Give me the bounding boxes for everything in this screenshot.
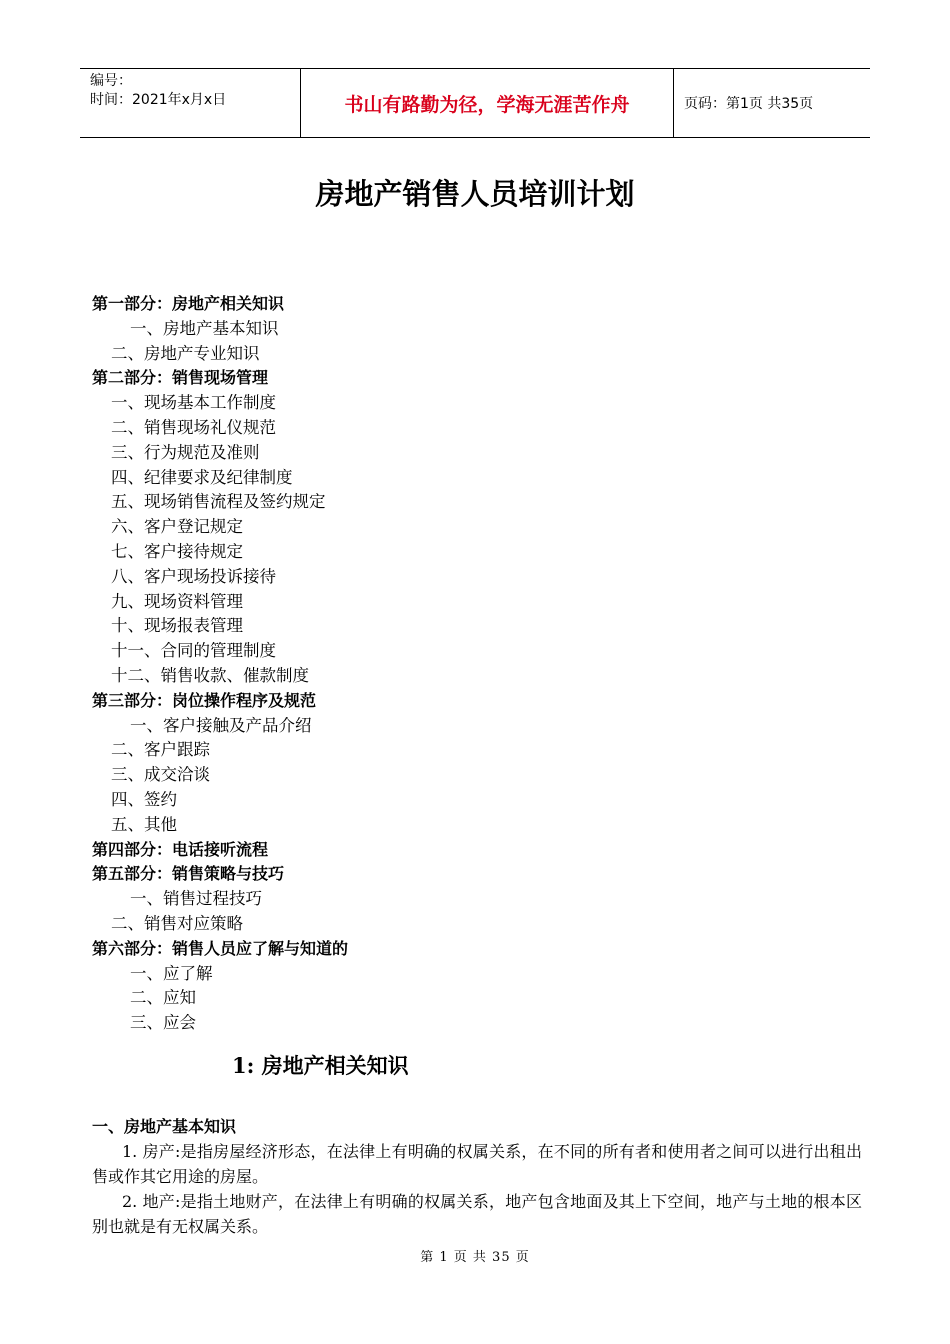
table-of-contents [92, 292, 872, 1036]
toc-part-heading: 第二部分：销售现场管理 [92, 368, 269, 388]
toc-part-heading: 第四部分：电话接听流程 [92, 839, 269, 859]
toc-item: 一、客户接触及产品介绍 [130, 715, 312, 735]
toc-part-heading: 第五部分：销售策略与技巧 [92, 864, 285, 884]
toc-item: 一、房地产基本知识 [130, 318, 279, 338]
page-footer: 第 1 页 共 35 页 [420, 1250, 530, 1265]
toc-item: 三、应会 [130, 1013, 196, 1033]
document-title: 房地产销售人员培训计划 [315, 177, 635, 211]
toc-item: 四、签约 [111, 789, 177, 809]
header-page-info: 页码：第1页 共35页 [684, 96, 814, 112]
toc-item: 二、房地产专业知识 [111, 343, 260, 363]
toc-item: 一、应了解 [130, 963, 213, 983]
toc-item: 二、销售对应策略 [111, 913, 243, 933]
toc-item: 十一、合同的管理制度 [111, 641, 276, 661]
toc-item: 六、客户登记规定 [111, 517, 243, 537]
header-motto: 书山有路勤为径，学海无涯苦作舟 [301, 69, 674, 137]
toc-item: 七、客户接待规定 [111, 541, 243, 561]
paragraph: 1. 房产:是指房屋经济形态，在法律上有明确的权属关系，在不同的所有者和使用者之间可以进行出租出售或作其它用途的房屋。 [92, 1142, 862, 1186]
toc-item: 三、行为规范及准则 [111, 442, 260, 462]
toc-part-heading: 第三部分：岗位操作程序及规范 [92, 690, 317, 710]
section-body [92, 1114, 862, 1239]
toc-item: 三、成交洽谈 [111, 765, 210, 785]
toc-item: 二、客户跟踪 [111, 740, 210, 760]
toc-part-heading: 第六部分：销售人员应了解与知道的 [92, 938, 349, 958]
toc-item: 四、纪律要求及纪律制度 [111, 467, 293, 487]
toc-item: 五、其他 [111, 814, 177, 834]
toc-part-heading: 第一部分：房地产相关知识 [92, 294, 285, 313]
section-heading: 1: 房地产相关知识 [232, 1053, 409, 1078]
page-header [80, 68, 870, 138]
toc-item: 九、现场资料管理 [111, 591, 243, 611]
toc-item: 一、现场基本工作制度 [111, 393, 276, 413]
doc-number-label: 编号： [90, 73, 132, 89]
toc-item: 八、客户现场投诉接待 [111, 566, 276, 586]
paragraph: 2. 地产:是指土地财产，在法律上有明确的权属关系，地产包含地面及其上下空间，地产与土地的根本区别也就是有无权属关系。 [92, 1192, 862, 1236]
toc-item: 二、应知 [130, 988, 196, 1008]
toc-item: 二、销售现场礼仪规范 [111, 417, 276, 437]
toc-item: 五、现场销售流程及签约规定 [111, 492, 326, 512]
toc-item: 十、现场报表管理 [111, 616, 243, 636]
header-meta [80, 69, 301, 137]
section-subheading: 一、房地产基本知识 [92, 1117, 237, 1136]
toc-item: 十二、销售收款、催款制度 [111, 665, 309, 685]
doc-time-label: 时间：2021年x月x日 [90, 92, 227, 108]
toc-item: 一、销售过程技巧 [130, 889, 262, 909]
